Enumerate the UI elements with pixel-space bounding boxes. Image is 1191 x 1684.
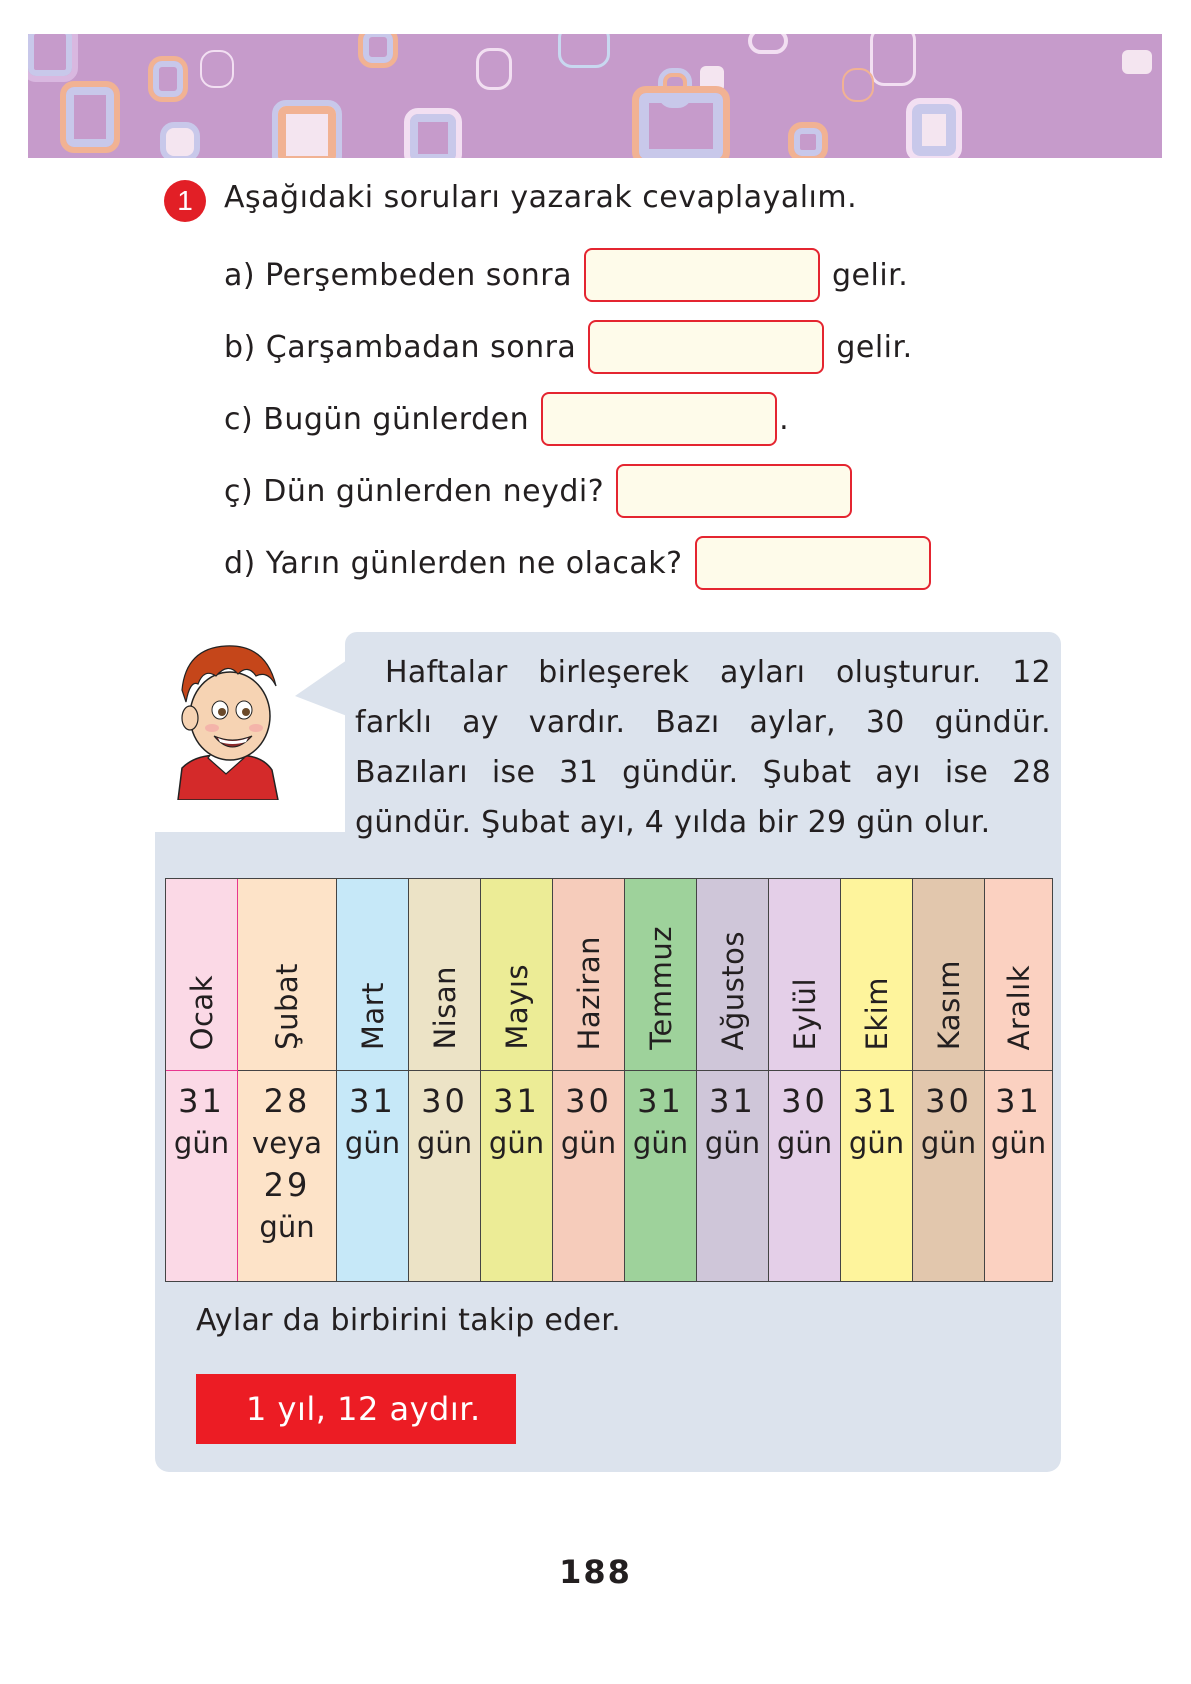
month-header: [841, 879, 912, 1071]
month-name: Şubat: [270, 963, 304, 1050]
month-column-nisan: [409, 879, 481, 1281]
boy-character-icon: [168, 640, 286, 800]
question-item-suffix: gelir.: [832, 257, 909, 293]
question-item-suffix: .: [779, 401, 790, 437]
days-number: 31: [493, 1082, 540, 1120]
days-unit: gün: [704, 1126, 761, 1160]
month-days: [841, 1071, 912, 1281]
question-item-a: [224, 248, 908, 302]
days-number: 30: [925, 1082, 972, 1120]
month-name: Aralık: [1001, 964, 1036, 1050]
month-days: [238, 1071, 336, 1281]
days-number: 31: [178, 1082, 225, 1120]
month-column-agustos: [697, 879, 769, 1281]
days-unit: gün: [920, 1126, 977, 1160]
question-item-c: [224, 392, 789, 446]
month-days: [625, 1071, 696, 1281]
days-unit: gün: [416, 1126, 473, 1160]
speech-bubble-tail: [295, 660, 347, 716]
month-name: Mart: [355, 981, 390, 1050]
month-name: Kasım: [931, 959, 966, 1050]
month-name: Temmuz: [643, 926, 678, 1050]
days-number-alt: 29: [263, 1166, 311, 1204]
days-unit: gün: [259, 1210, 315, 1244]
days-unit: gün: [776, 1126, 833, 1160]
month-name: Ağustos: [715, 930, 750, 1050]
days-number: 30: [421, 1082, 468, 1120]
highlight-box: 1 yıl, 12 aydır.: [196, 1374, 516, 1444]
month-column-mart: [337, 879, 409, 1281]
days-unit: gün: [560, 1126, 617, 1160]
month-name: Ocak: [184, 974, 219, 1050]
month-name: Eylül: [787, 977, 822, 1050]
month-column-mayis: [481, 879, 553, 1281]
days-unit: gün: [632, 1126, 689, 1160]
month-header: [337, 879, 408, 1071]
question-item-cc: [224, 464, 864, 518]
month-name: Haziran: [571, 935, 606, 1050]
question-number-badge: 1: [166, 182, 204, 220]
answer-box-d[interactable]: [695, 536, 931, 590]
days-number: 31: [349, 1082, 396, 1120]
days-number: 31: [853, 1082, 900, 1120]
days-unit: gün: [990, 1126, 1047, 1160]
month-header: [553, 879, 624, 1071]
month-header: [481, 879, 552, 1071]
question-title: Aşağıdaki soruları yazarak cevaplayalım.: [224, 180, 858, 215]
months-table: [165, 878, 1053, 1282]
days-unit: gün: [848, 1126, 905, 1160]
month-days: [481, 1071, 552, 1281]
month-days: [913, 1071, 984, 1281]
info-bubble-paragraph: Haftalar birleşerek ayları oluşturur. 12 farklı ay vardır. Bazı aylar, 30 gündür. Bazıları ise 31 gündür. Şubat ayı ise 28 gündür. Şubat ayı, 4 yılda bir 29 gün olur.: [355, 655, 1051, 840]
month-days: [769, 1071, 840, 1281]
month-name: Mayıs: [499, 964, 534, 1050]
days-number: 31: [995, 1082, 1042, 1120]
answer-box-cc[interactable]: [616, 464, 852, 518]
month-header: [166, 879, 237, 1071]
question-item-prefix: c) Bugün günlerden: [224, 401, 530, 437]
answer-box-a[interactable]: [584, 248, 820, 302]
question-item-prefix: d) Yarın günlerden ne olacak?: [224, 545, 683, 581]
page-number: 188: [559, 1553, 632, 1591]
header-banner: [28, 34, 1162, 158]
days-number: 31: [709, 1082, 756, 1120]
month-name: Nisan: [427, 966, 462, 1050]
month-days: [409, 1071, 480, 1281]
days-unit: gün: [488, 1126, 545, 1160]
question-item-prefix: b) Çarşambadan sonra: [224, 329, 577, 365]
month-days: [553, 1071, 624, 1281]
month-header: [697, 879, 768, 1071]
question-item-suffix: gelir.: [836, 329, 913, 365]
days-number: 28: [263, 1082, 311, 1120]
month-header: [625, 879, 696, 1071]
month-column-temmuz: [625, 879, 697, 1281]
month-header: [238, 879, 336, 1071]
question-item-b: [224, 320, 913, 374]
days-number: 30: [781, 1082, 828, 1120]
answer-box-b[interactable]: [588, 320, 824, 374]
month-column-aralik: [985, 879, 1052, 1281]
month-column-ocak: [166, 879, 238, 1281]
month-days: [166, 1071, 237, 1281]
month-column-subat: [238, 879, 337, 1281]
month-days: [337, 1071, 408, 1281]
days-number: 30: [565, 1082, 612, 1120]
question-item-prefix: a) Perşembeden sonra: [224, 257, 573, 293]
month-column-ekim: [841, 879, 913, 1281]
month-header: [985, 879, 1052, 1071]
days-unit: gün: [173, 1126, 230, 1160]
month-column-kasim: [913, 879, 985, 1281]
month-name: Ekim: [859, 976, 894, 1050]
answer-box-c[interactable]: [541, 392, 777, 446]
month-days: [697, 1071, 768, 1281]
month-header: [913, 879, 984, 1071]
info-bubble-text: [355, 648, 1051, 848]
question-item-prefix: ç) Dün günlerden neydi?: [224, 473, 605, 509]
month-header: [409, 879, 480, 1071]
days-number: 31: [637, 1082, 684, 1120]
month-header: [769, 879, 840, 1071]
month-column-eylul: [769, 879, 841, 1281]
months-follow-text: Aylar da birbirini takip eder.: [196, 1303, 621, 1338]
month-days: [985, 1071, 1052, 1281]
question-item-d: [224, 536, 943, 590]
days-unit: gün: [344, 1126, 401, 1160]
days-or: veya: [252, 1126, 322, 1160]
month-column-haziran: [553, 879, 625, 1281]
